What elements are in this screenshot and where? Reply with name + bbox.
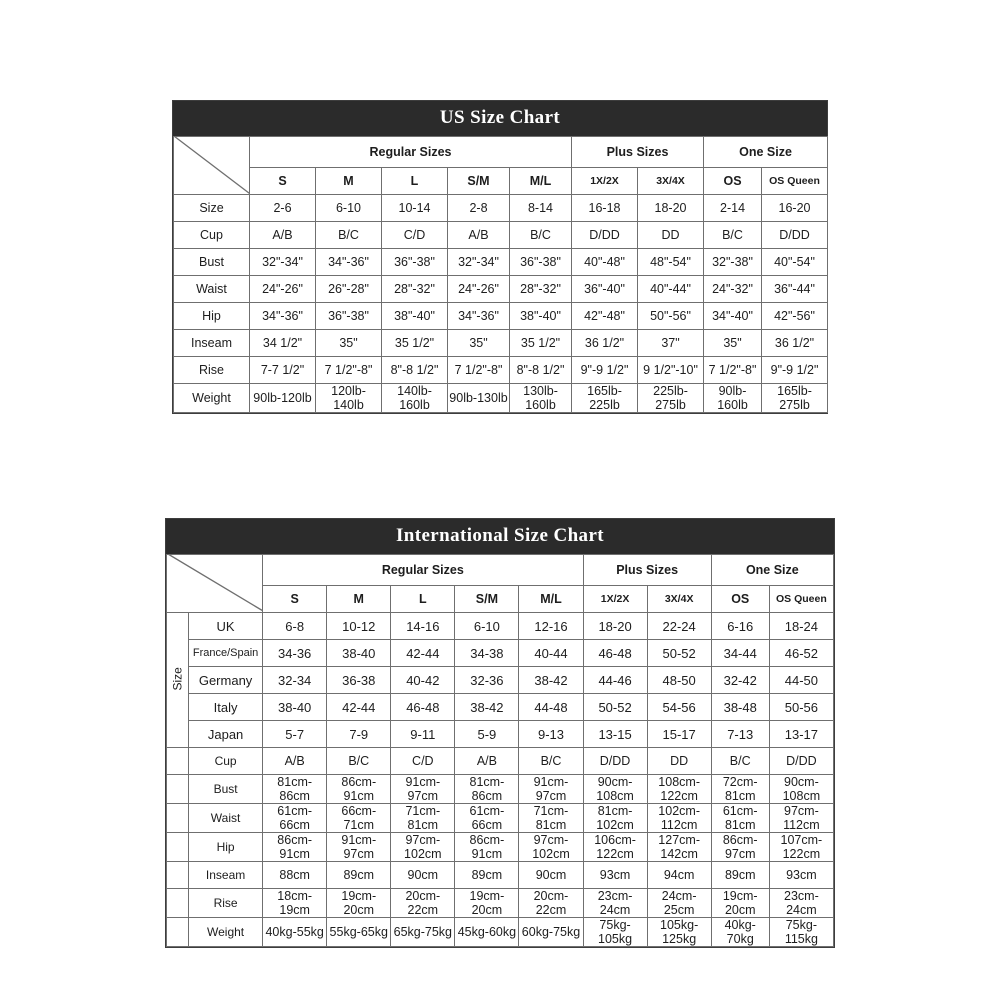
size-code-cell: 3X/4X: [647, 586, 711, 613]
table-row: [167, 613, 834, 640]
size-code-cell: M: [327, 586, 391, 613]
table-row: [167, 804, 834, 833]
data-cell: 40-44: [519, 640, 583, 667]
intl-size-table: [166, 554, 834, 947]
group-header-row: [167, 555, 834, 586]
intl-chart-title: International Size Chart: [166, 519, 834, 554]
data-cell: 44-48: [519, 694, 583, 721]
data-cell: 90cm-108cm: [583, 775, 647, 804]
data-cell: 18-20: [638, 195, 704, 222]
data-cell: 35": [316, 330, 382, 357]
group-header-3: One Size: [711, 555, 833, 586]
data-cell: 32"-34": [448, 249, 510, 276]
row-label: Waist: [174, 276, 250, 303]
data-cell: 81cm-86cm: [263, 775, 327, 804]
row-label: Inseam: [189, 862, 263, 889]
data-cell: 6-10: [316, 195, 382, 222]
data-cell: 18-24: [769, 613, 833, 640]
data-cell: 28"-32": [382, 276, 448, 303]
data-cell: 90lb-120lb: [250, 384, 316, 413]
spacer-cell: [167, 918, 189, 947]
data-cell: 34-44: [711, 640, 769, 667]
data-cell: C/D: [382, 222, 448, 249]
data-cell: 12-16: [519, 613, 583, 640]
data-cell: 105kg-125kg: [647, 918, 711, 947]
data-cell: 93cm: [583, 862, 647, 889]
data-cell: 48-50: [647, 667, 711, 694]
spacer-cell: [167, 775, 189, 804]
table-row: [174, 249, 828, 276]
data-cell: B/C: [316, 222, 382, 249]
data-cell: 71cm-81cm: [391, 804, 455, 833]
data-cell: 90cm-108cm: [769, 775, 833, 804]
data-cell: 91cm-97cm: [391, 775, 455, 804]
data-cell: 91cm-97cm: [519, 775, 583, 804]
data-cell: 54-56: [647, 694, 711, 721]
size-code-cell: S: [250, 168, 316, 195]
data-cell: 38-40: [327, 640, 391, 667]
data-cell: 8-14: [510, 195, 572, 222]
table-row: [174, 330, 828, 357]
size-code-cell: 1X/2X: [583, 586, 647, 613]
data-cell: 106cm-122cm: [583, 833, 647, 862]
data-cell: 55kg-65kg: [327, 918, 391, 947]
data-cell: 91cm-97cm: [327, 833, 391, 862]
data-cell: 34 1/2": [250, 330, 316, 357]
data-cell: 7 1/2"-8": [448, 357, 510, 384]
table-corner-cell: [174, 137, 250, 195]
data-cell: 42"-48": [572, 303, 638, 330]
data-cell: 9-11: [391, 721, 455, 748]
data-cell: 38-42: [519, 667, 583, 694]
us-size-table: [173, 136, 828, 413]
data-cell: 23cm-24cm: [769, 889, 833, 918]
data-cell: A/B: [263, 748, 327, 775]
data-cell: D/DD: [583, 748, 647, 775]
data-cell: 81cm-86cm: [455, 775, 519, 804]
data-cell: 40"-48": [572, 249, 638, 276]
data-cell: 165lb-275lb: [762, 384, 828, 413]
spacer-cell: [167, 833, 189, 862]
data-cell: 36-38: [327, 667, 391, 694]
data-cell: 22-24: [647, 613, 711, 640]
data-cell: B/C: [327, 748, 391, 775]
data-cell: 89cm: [711, 862, 769, 889]
data-cell: 16-18: [572, 195, 638, 222]
data-cell: 107cm-122cm: [769, 833, 833, 862]
row-label: Bust: [174, 249, 250, 276]
data-cell: 97cm-102cm: [519, 833, 583, 862]
data-cell: 38-48: [711, 694, 769, 721]
table-row: [174, 276, 828, 303]
spacer-cell: [167, 804, 189, 833]
international-size-chart: [165, 518, 835, 948]
data-cell: 93cm: [769, 862, 833, 889]
data-cell: 7 1/2"-8": [704, 357, 762, 384]
data-cell: 8"-8 1/2": [382, 357, 448, 384]
row-label: UK: [189, 613, 263, 640]
row-label: Size: [174, 195, 250, 222]
data-cell: 18-20: [583, 613, 647, 640]
data-cell: 23cm-24cm: [583, 889, 647, 918]
data-cell: 86cm-97cm: [711, 833, 769, 862]
data-cell: 97cm-112cm: [769, 804, 833, 833]
data-cell: 34"-36": [316, 249, 382, 276]
data-cell: 48"-54": [638, 249, 704, 276]
data-cell: 89cm: [327, 862, 391, 889]
data-cell: 72cm-81cm: [711, 775, 769, 804]
row-label: Bust: [189, 775, 263, 804]
data-cell: 9"-9 1/2": [572, 357, 638, 384]
group-header-2: Plus Sizes: [583, 555, 711, 586]
data-cell: 20cm-22cm: [519, 889, 583, 918]
row-label: Inseam: [174, 330, 250, 357]
size-code-row: [167, 586, 834, 613]
data-cell: 71cm-81cm: [519, 804, 583, 833]
data-cell: 165lb-225lb: [572, 384, 638, 413]
data-cell: 36"-40": [572, 276, 638, 303]
row-label: Rise: [174, 357, 250, 384]
row-label: Weight: [174, 384, 250, 413]
data-cell: 35 1/2": [382, 330, 448, 357]
size-code-cell: 3X/4X: [638, 168, 704, 195]
data-cell: 38-42: [455, 694, 519, 721]
size-code-cell: OS Queen: [769, 586, 833, 613]
table-row: [167, 833, 834, 862]
data-cell: 36"-38": [382, 249, 448, 276]
spacer-cell: [167, 748, 189, 775]
data-cell: 36 1/2": [572, 330, 638, 357]
data-cell: 15-17: [647, 721, 711, 748]
size-code-cell: 1X/2X: [572, 168, 638, 195]
data-cell: 10-14: [382, 195, 448, 222]
data-cell: 46-48: [583, 640, 647, 667]
data-cell: B/C: [711, 748, 769, 775]
data-cell: 66cm-71cm: [327, 804, 391, 833]
size-code-cell: M: [316, 168, 382, 195]
us-chart-title: US Size Chart: [173, 101, 827, 136]
data-cell: 140lb-160lb: [382, 384, 448, 413]
data-cell: 40"-44": [638, 276, 704, 303]
data-cell: 42"-56": [762, 303, 828, 330]
spacer-cell: [167, 862, 189, 889]
data-cell: 90cm: [391, 862, 455, 889]
data-cell: 9 1/2"-10": [638, 357, 704, 384]
size-code-cell: M/L: [510, 168, 572, 195]
size-code-cell: S/M: [455, 586, 519, 613]
data-cell: 38"-40": [510, 303, 572, 330]
data-cell: 9"-9 1/2": [762, 357, 828, 384]
data-cell: 50-52: [583, 694, 647, 721]
data-cell: 60kg-75kg: [519, 918, 583, 947]
data-cell: 2-8: [448, 195, 510, 222]
row-label: Cup: [189, 748, 263, 775]
data-cell: 36"-38": [510, 249, 572, 276]
data-cell: A/B: [448, 222, 510, 249]
data-cell: 81cm-102cm: [583, 804, 647, 833]
data-cell: 13-15: [583, 721, 647, 748]
data-cell: 75kg-115kg: [769, 918, 833, 947]
data-cell: 20cm-22cm: [391, 889, 455, 918]
data-cell: 90lb-130lb: [448, 384, 510, 413]
size-code-cell: M/L: [519, 586, 583, 613]
data-cell: 2-14: [704, 195, 762, 222]
data-cell: 61cm-81cm: [711, 804, 769, 833]
data-cell: 28"-32": [510, 276, 572, 303]
data-cell: 35 1/2": [510, 330, 572, 357]
size-code-cell: OS Queen: [762, 168, 828, 195]
vertical-size-label: Size: [170, 667, 185, 691]
data-cell: 61cm-66cm: [455, 804, 519, 833]
data-cell: 16-20: [762, 195, 828, 222]
size-code-cell: S/M: [448, 168, 510, 195]
data-cell: 120lb-140lb: [316, 384, 382, 413]
size-code-cell: S: [263, 586, 327, 613]
data-cell: 108cm-122cm: [647, 775, 711, 804]
data-cell: 97cm-102cm: [391, 833, 455, 862]
data-cell: 90cm: [519, 862, 583, 889]
data-cell: D/DD: [572, 222, 638, 249]
data-cell: 50-52: [647, 640, 711, 667]
size-code-cell: OS: [711, 586, 769, 613]
row-label: Japan: [189, 721, 263, 748]
group-header-1: Regular Sizes: [250, 137, 572, 168]
data-cell: 34-36: [263, 640, 327, 667]
data-cell: 38"-40": [382, 303, 448, 330]
data-cell: 5-7: [263, 721, 327, 748]
data-cell: 10-12: [327, 613, 391, 640]
data-cell: 2-6: [250, 195, 316, 222]
table-row: [167, 862, 834, 889]
data-cell: 42-44: [327, 694, 391, 721]
data-cell: 46-52: [769, 640, 833, 667]
data-cell: 50-56: [769, 694, 833, 721]
data-cell: 7-7 1/2": [250, 357, 316, 384]
data-cell: B/C: [519, 748, 583, 775]
size-code-cell: OS: [704, 168, 762, 195]
table-row: [174, 303, 828, 330]
size-code-cell: L: [382, 168, 448, 195]
data-cell: 36 1/2": [762, 330, 828, 357]
table-row: [167, 667, 834, 694]
data-cell: 34"-36": [250, 303, 316, 330]
data-cell: 61cm-66cm: [263, 804, 327, 833]
data-cell: 75kg-105kg: [583, 918, 647, 947]
data-cell: 36"-38": [316, 303, 382, 330]
data-cell: 44-46: [583, 667, 647, 694]
data-cell: 19cm-20cm: [711, 889, 769, 918]
data-cell: 65kg-75kg: [391, 918, 455, 947]
data-cell: 90lb-160lb: [704, 384, 762, 413]
data-cell: 42-44: [391, 640, 455, 667]
table-row: [174, 384, 828, 413]
data-cell: 34"-36": [448, 303, 510, 330]
data-cell: 24"-26": [250, 276, 316, 303]
data-cell: 34"-40": [704, 303, 762, 330]
data-cell: 130lb-160lb: [510, 384, 572, 413]
data-cell: 6-8: [263, 613, 327, 640]
data-cell: 7 1/2"-8": [316, 357, 382, 384]
data-cell: D/DD: [769, 748, 833, 775]
table-row: [167, 918, 834, 947]
row-label: Germany: [189, 667, 263, 694]
data-cell: 32"-34": [250, 249, 316, 276]
table-row: [167, 889, 834, 918]
data-cell: 24cm-25cm: [647, 889, 711, 918]
data-cell: 32-34: [263, 667, 327, 694]
data-cell: 86cm-91cm: [455, 833, 519, 862]
table-row: [167, 748, 834, 775]
data-cell: 34-38: [455, 640, 519, 667]
table-row: [167, 694, 834, 721]
table-corner-cell: [167, 555, 263, 613]
row-label: Italy: [189, 694, 263, 721]
data-cell: 88cm: [263, 862, 327, 889]
row-label: Waist: [189, 804, 263, 833]
table-row: [174, 195, 828, 222]
data-cell: 86cm-91cm: [263, 833, 327, 862]
data-cell: 37": [638, 330, 704, 357]
data-cell: DD: [647, 748, 711, 775]
data-cell: 40kg-55kg: [263, 918, 327, 947]
data-cell: 26"-28": [316, 276, 382, 303]
data-cell: 44-50: [769, 667, 833, 694]
table-row: [167, 640, 834, 667]
data-cell: 19cm-20cm: [455, 889, 519, 918]
data-cell: 86cm-91cm: [327, 775, 391, 804]
data-cell: 32-36: [455, 667, 519, 694]
data-cell: 225lb-275lb: [638, 384, 704, 413]
data-cell: 32"-38": [704, 249, 762, 276]
data-cell: 40"-54": [762, 249, 828, 276]
data-cell: 40-42: [391, 667, 455, 694]
row-label: France/Spain: [189, 640, 263, 667]
group-header-2: Plus Sizes: [572, 137, 704, 168]
data-cell: 6-10: [455, 613, 519, 640]
data-cell: 46-48: [391, 694, 455, 721]
table-row: [167, 721, 834, 748]
us-size-chart: [172, 100, 828, 414]
data-cell: 35": [704, 330, 762, 357]
data-cell: 19cm-20cm: [327, 889, 391, 918]
table-row: [174, 357, 828, 384]
data-cell: B/C: [510, 222, 572, 249]
group-header-1: Regular Sizes: [263, 555, 583, 586]
row-label: Cup: [174, 222, 250, 249]
row-label: Rise: [189, 889, 263, 918]
data-cell: 38-40: [263, 694, 327, 721]
data-cell: 18cm-19cm: [263, 889, 327, 918]
data-cell: 5-9: [455, 721, 519, 748]
data-cell: 24"-32": [704, 276, 762, 303]
row-label: Weight: [189, 918, 263, 947]
data-cell: 40kg-70kg: [711, 918, 769, 947]
data-cell: 7-13: [711, 721, 769, 748]
row-label: Hip: [174, 303, 250, 330]
data-cell: DD: [638, 222, 704, 249]
data-cell: 35": [448, 330, 510, 357]
data-cell: A/B: [250, 222, 316, 249]
data-cell: 94cm: [647, 862, 711, 889]
table-row: [167, 775, 834, 804]
row-label: Hip: [189, 833, 263, 862]
data-cell: 14-16: [391, 613, 455, 640]
data-cell: 13-17: [769, 721, 833, 748]
group-header-3: One Size: [704, 137, 828, 168]
spacer-cell: [167, 889, 189, 918]
data-cell: B/C: [704, 222, 762, 249]
data-cell: D/DD: [762, 222, 828, 249]
vertical-size-label-cell: [167, 613, 189, 748]
data-cell: 50"-56": [638, 303, 704, 330]
data-cell: 127cm-142cm: [647, 833, 711, 862]
data-cell: 9-13: [519, 721, 583, 748]
data-cell: 32-42: [711, 667, 769, 694]
size-code-row: [174, 168, 828, 195]
table-row: [174, 222, 828, 249]
data-cell: 36"-44": [762, 276, 828, 303]
data-cell: 89cm: [455, 862, 519, 889]
data-cell: 7-9: [327, 721, 391, 748]
data-cell: 45kg-60kg: [455, 918, 519, 947]
data-cell: 8"-8 1/2": [510, 357, 572, 384]
group-header-row: [174, 137, 828, 168]
data-cell: A/B: [455, 748, 519, 775]
data-cell: 102cm-112cm: [647, 804, 711, 833]
data-cell: C/D: [391, 748, 455, 775]
data-cell: 24"-26": [448, 276, 510, 303]
data-cell: 6-16: [711, 613, 769, 640]
size-code-cell: L: [391, 586, 455, 613]
